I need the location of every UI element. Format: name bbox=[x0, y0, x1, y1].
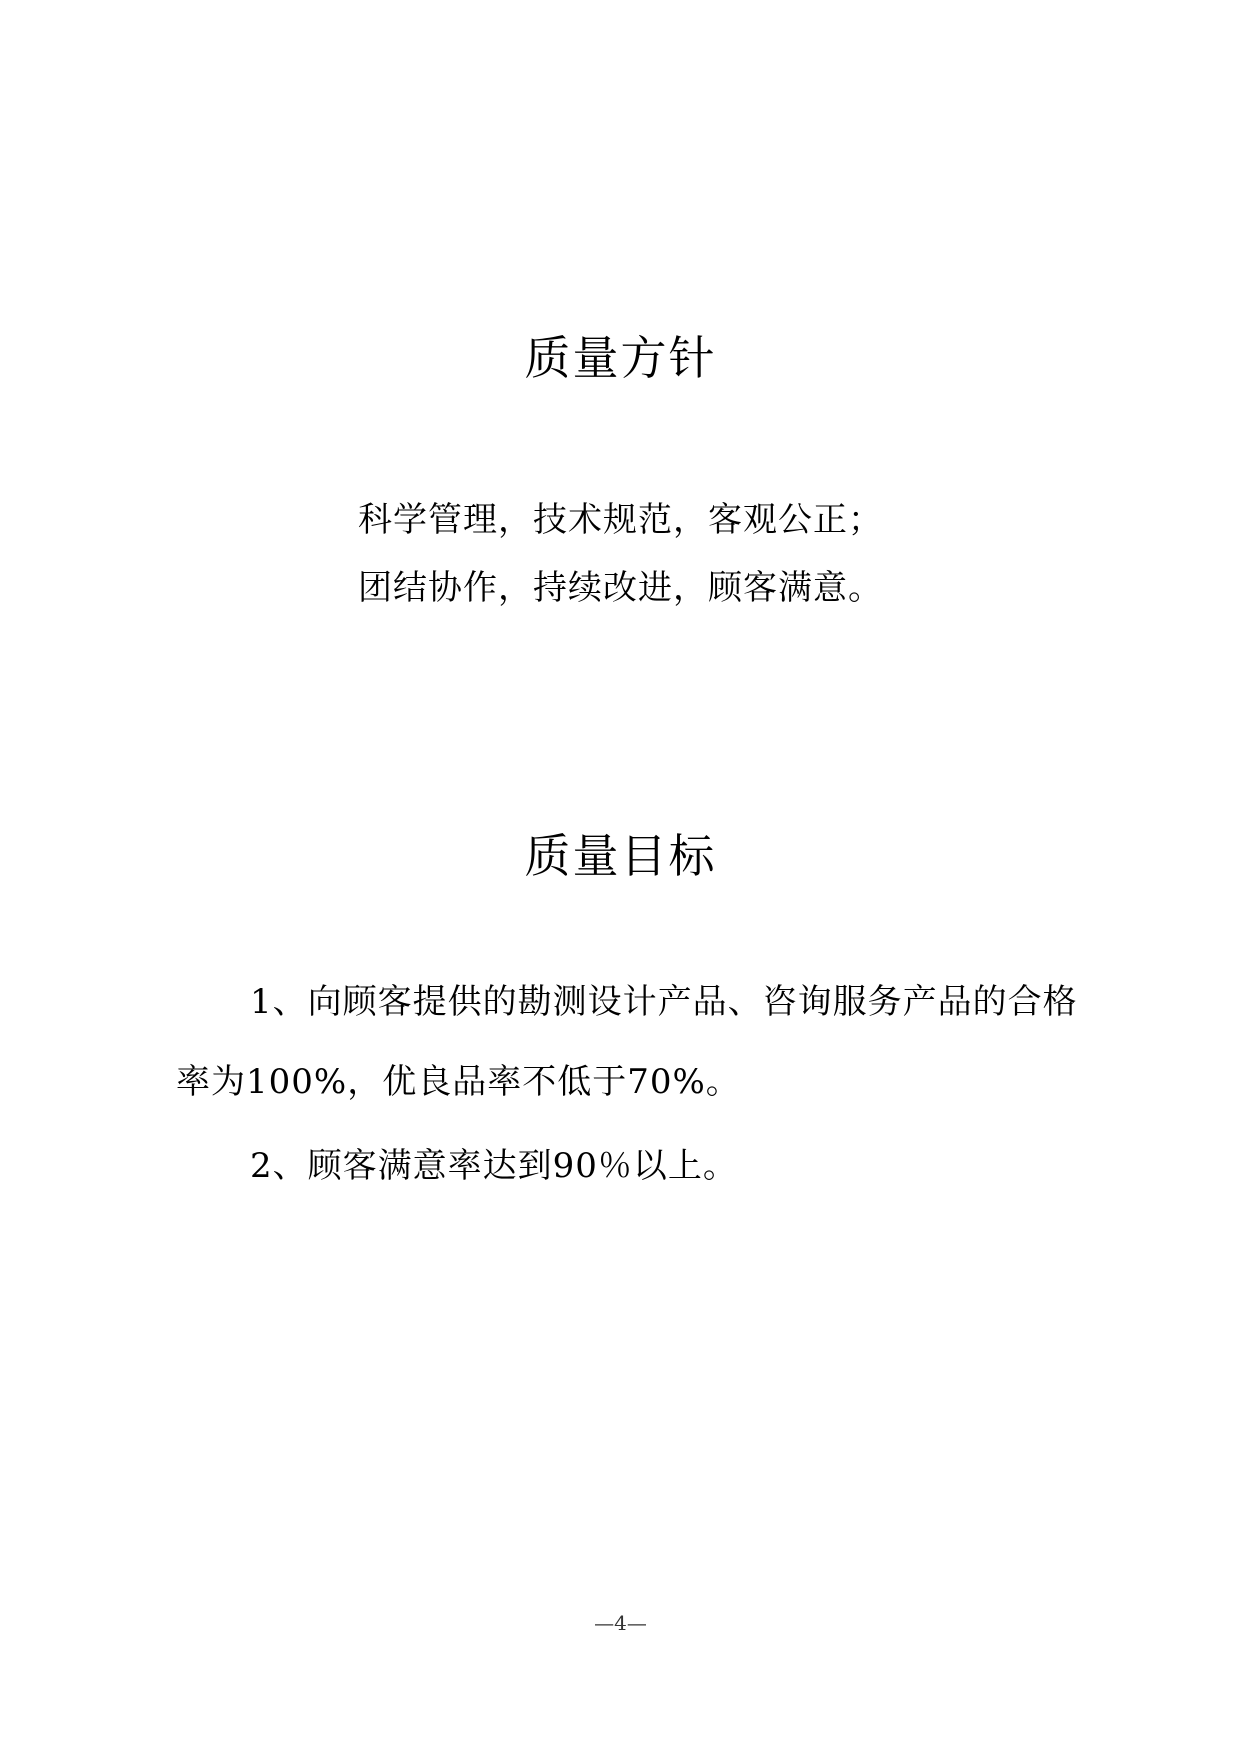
quality-policy-line: 科学管理，技术规范，客观公正； bbox=[358, 500, 883, 540]
quality-objective-item: 2、顾客满意率达到90％以上。 bbox=[250, 1146, 738, 1186]
quality-objectives-heading: 质量目标 bbox=[524, 829, 717, 883]
page-number: —4— bbox=[594, 1611, 647, 1635]
quality-policy-line: 团结协作，持续改进，顾客满意。 bbox=[358, 568, 883, 608]
quality-policy-heading: 质量方针 bbox=[524, 331, 717, 385]
quality-objective-item: 1、向顾客提供的勘测设计产品、咨询服务产品的合格率为100%，优良品率不低于70%。 bbox=[176, 982, 1078, 1102]
